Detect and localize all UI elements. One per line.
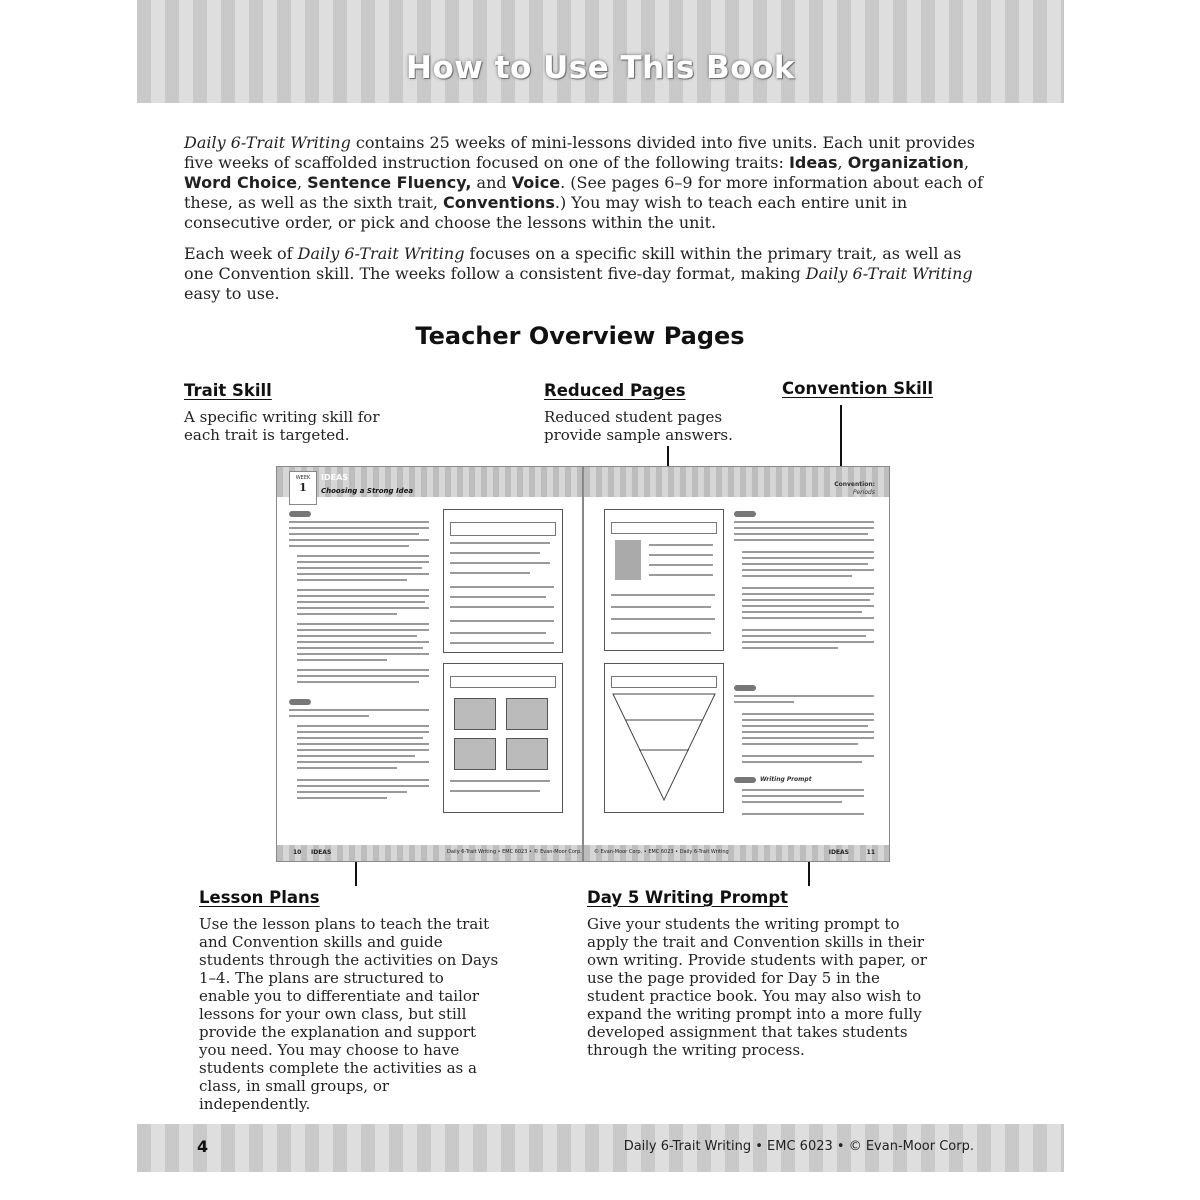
day5-writing-prompt-label: Day 5 Writing Prompt (587, 888, 789, 907)
lesson-plans-label: Lesson Plans (199, 888, 320, 907)
text-line (742, 635, 866, 637)
text-line (611, 606, 711, 608)
week-label: WEEK (295, 475, 311, 481)
text-line (742, 629, 874, 631)
text-line (649, 544, 713, 546)
text-line (734, 695, 874, 697)
student-page-picture (454, 738, 496, 770)
text: .) You may wish to teach each entire unit in consecutive order, or pick and choose the lessons within the unit. (184, 193, 908, 232)
text-line (297, 595, 429, 597)
week-badge (289, 471, 317, 505)
right-page-footer-trait: IDEAS (828, 849, 849, 856)
day-tag (734, 777, 756, 783)
day-tag (734, 685, 756, 691)
right-page-footer-band (584, 845, 889, 861)
left-page-footer-credit: Daily 6-Trait Writing • EMC 6023 • © Evan-Moor Corp. (447, 849, 582, 855)
trait-voice: Voice (511, 173, 561, 192)
text-line (297, 623, 429, 625)
book-title: Daily 6-Trait Writing (184, 133, 351, 152)
text-line (289, 539, 429, 541)
text-line (297, 725, 429, 727)
text-line (611, 632, 711, 634)
text-line (297, 635, 417, 637)
text-line (297, 659, 387, 661)
text-line (450, 586, 554, 588)
text-line (297, 675, 429, 677)
text-line (289, 527, 429, 529)
text-line (289, 533, 419, 535)
student-page-rule-box (611, 676, 717, 688)
page-title: How to Use This Book (406, 50, 795, 86)
lesson-plans-description: Use the lesson plans to teach the trait and Convention skills and guide students through the activities on Days 1–4. The plans are structured to enable you to differentiate and tailor lessons for your own class, but still provide the explanation and support you need. You may choose to have students complete the activities as a class, in small groups, or independently. (199, 915, 499, 1113)
left-book-page (277, 467, 582, 861)
text-line (289, 715, 369, 717)
page-header-banner (137, 0, 1064, 103)
text-line (297, 555, 429, 557)
section-title: Teacher Overview Pages (415, 322, 745, 350)
text-line (742, 611, 862, 613)
text-line (450, 596, 546, 598)
text-line (742, 587, 874, 589)
trait-sentence-fluency: Sentence Fluency, (307, 173, 472, 192)
trait-ideas: Ideas (788, 153, 838, 172)
text-line (297, 653, 429, 655)
text-line (649, 554, 713, 556)
text-line (297, 567, 422, 569)
book-title: Daily 6-Trait Writing (805, 264, 973, 283)
text-line (297, 791, 407, 793)
trait-skill-description: A specific writing skill for each trait is targeted. (184, 408, 380, 444)
text-line (297, 589, 429, 591)
text-line (742, 563, 868, 565)
text-line (742, 719, 874, 721)
left-page-number: 10 (293, 849, 302, 856)
trait-organization: Organization (847, 153, 964, 172)
student-page-picture (454, 698, 496, 730)
text-line (742, 731, 874, 733)
intro-paragraph-1 (184, 133, 984, 233)
text-line (742, 789, 864, 791)
text-line (611, 618, 715, 620)
student-page-rule-box (450, 522, 556, 536)
day-tag (734, 511, 756, 517)
left-page-trait: IDEAS (321, 473, 349, 482)
book-spread-illustration (276, 466, 890, 862)
convention-skill: Periods (852, 489, 875, 496)
reduced-student-page (604, 663, 724, 813)
text-line (289, 709, 429, 711)
text-line (450, 606, 554, 608)
text-line (297, 613, 397, 615)
text-line (649, 564, 713, 566)
page-footer-band (137, 1124, 1064, 1172)
text: , (296, 173, 308, 192)
text-line (742, 557, 874, 559)
text-line (734, 521, 874, 523)
day-tag (289, 699, 311, 705)
footer-credit: Daily 6-Trait Writing • EMC 6023 • © Evan-Moor Corp. (623, 1139, 974, 1154)
text-line (297, 767, 397, 769)
text: . (See pages 6–9 for more information about each of these, as well as the sixth trait, (184, 173, 984, 212)
text-line (297, 579, 407, 581)
text-line (297, 573, 429, 575)
reduced-student-page (604, 509, 724, 651)
text-line (742, 761, 862, 763)
text-line (450, 542, 550, 544)
text-line (742, 795, 864, 797)
right-page-footer-credit: © Evan-Moor Corp. • EMC 6023 • Daily 6-Trait Writing (594, 849, 729, 855)
text-line (742, 593, 874, 595)
text-line (742, 737, 874, 739)
student-page-picture (506, 698, 548, 730)
text-line (450, 620, 554, 622)
text-line (297, 629, 429, 631)
text-line (450, 562, 550, 564)
page-number: 4 (197, 1137, 209, 1156)
reduced-pages-label: Reduced Pages (544, 381, 686, 400)
day-tag (289, 511, 311, 517)
text-line (289, 545, 409, 547)
text-line (611, 594, 715, 596)
text-line (297, 785, 429, 787)
text-line (742, 605, 874, 607)
text-line (742, 617, 874, 619)
text-line (297, 641, 429, 643)
text-line (742, 801, 842, 803)
text-line (649, 574, 713, 576)
text-line (297, 761, 429, 763)
text: easy to use. (184, 284, 280, 303)
text-line (297, 755, 415, 757)
reduced-student-page (443, 663, 563, 813)
text-line (734, 539, 874, 541)
text-line (450, 572, 530, 574)
text-line (297, 737, 423, 739)
convention-skill-label: Convention Skill (782, 379, 934, 398)
text-line (742, 569, 874, 571)
left-page-skill: Choosing a Strong Idea (321, 487, 414, 495)
text-line (742, 743, 858, 745)
day5-writing-prompt-description: Give your students the writing prompt to apply the trait and Convention skills in their own writing. Provide students with paper, or use the page provided for Day 5 in the student practice book. You may also wish to expand the writing prompt into a more fully developed assignment that takes students through the writing process. (587, 915, 927, 1059)
text-line (734, 701, 794, 703)
left-page-footer-band (277, 845, 582, 861)
text-line (297, 749, 429, 751)
trait-conventions: Conventions (443, 193, 555, 212)
text-line (742, 575, 852, 577)
text-line (297, 601, 425, 603)
text-line (450, 552, 540, 554)
text-line (450, 632, 546, 634)
text: , (837, 153, 848, 172)
text-line (450, 780, 550, 782)
text: contains 25 weeks of mini-lessons divided into five units. Each unit provides five weeks of scaffolded instruction focused on one of the following traits: (184, 133, 975, 172)
week-number: 1 (299, 481, 307, 494)
student-page-picture (506, 738, 548, 770)
right-page-number: 11 (866, 849, 875, 856)
text-line (289, 521, 429, 523)
text-line (297, 681, 419, 683)
text: and (471, 173, 512, 192)
right-book-page (584, 467, 889, 861)
text-line (297, 743, 429, 745)
text-line (742, 599, 870, 601)
text-line (297, 779, 429, 781)
reduced-pages-description: Reduced student pages provide sample answers. (544, 408, 733, 444)
text: Each week of (184, 244, 298, 263)
text-line (297, 731, 429, 733)
text-line (742, 725, 868, 727)
text-line (450, 790, 540, 792)
writing-prompt-label: Writing Prompt (760, 776, 812, 783)
text-line (450, 642, 554, 644)
inverted-triangle-diagram (611, 692, 717, 802)
text-line (742, 551, 874, 553)
text-line (742, 755, 874, 757)
intro-paragraph-2 (184, 244, 984, 304)
text-line (297, 607, 429, 609)
text-line (297, 669, 429, 671)
text-line (742, 713, 874, 715)
student-page-rule-box (450, 676, 556, 688)
convention-label: Convention: (834, 481, 875, 488)
text-line (734, 527, 874, 529)
text-line (297, 647, 423, 649)
reduced-student-page (443, 509, 563, 653)
book-title: Daily 6-Trait Writing (297, 244, 465, 263)
text: , (963, 153, 970, 172)
student-page-rule-box (611, 522, 717, 534)
text-line (742, 647, 838, 649)
student-page-picture (615, 540, 641, 580)
text-line (742, 813, 864, 815)
text-line (297, 561, 429, 563)
trait-skill-label: Trait Skill (184, 381, 272, 400)
trait-word-choice: Word Choice (184, 173, 297, 192)
left-page-footer-trait: IDEAS (311, 849, 332, 856)
text-line (297, 797, 387, 799)
text-line (742, 641, 874, 643)
text: focuses on a specific skill within the primary trait, as well as one Convention skill. The weeks follow a consistent five-day format, making (184, 244, 962, 283)
text-line (734, 533, 868, 535)
